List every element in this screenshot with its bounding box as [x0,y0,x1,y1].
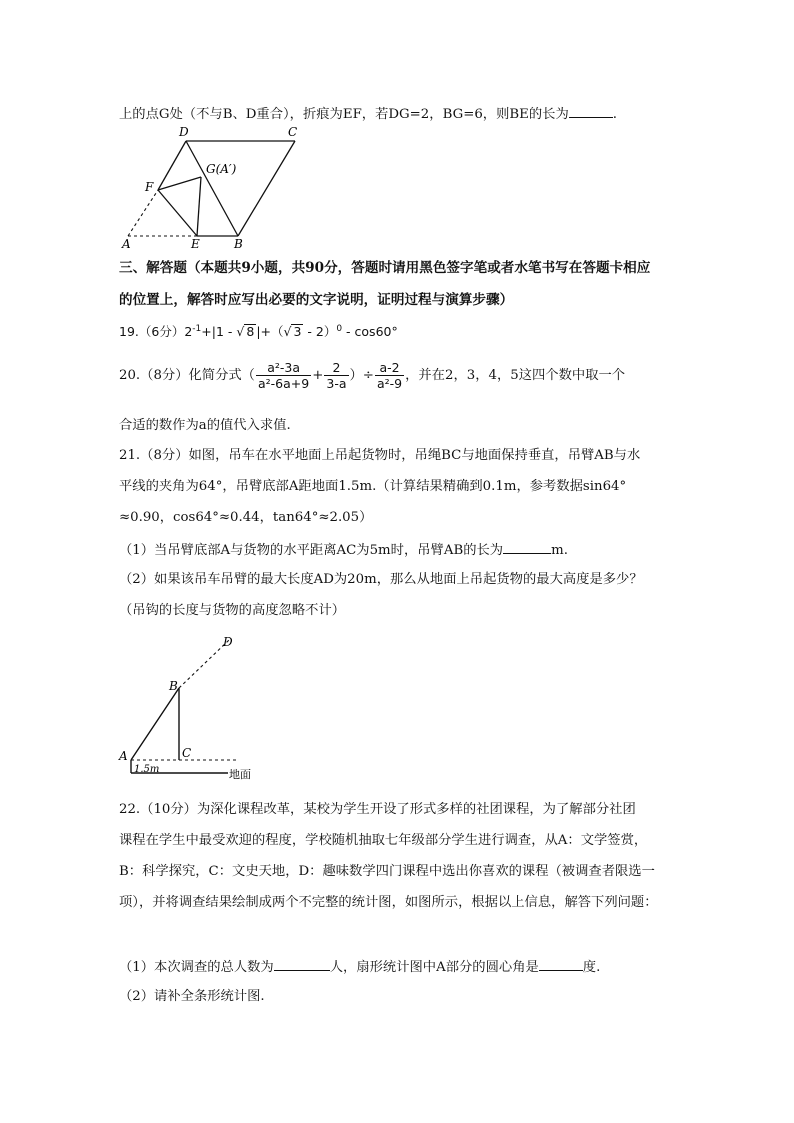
q19-mid3: - 2） [303,324,337,340]
figure-crane [116,630,266,782]
q19 [119,320,398,341]
q21-line1: 21.（8分）如图，吊车在水平地面上吊起货物时，吊绳BC与地面保持垂直，吊臂AB与水 [119,448,641,463]
label-B: B [169,679,178,693]
section3-heading-line2: 的位置上，解答时应写出必要的文字说明，证明过程与演算步骤） [119,292,514,308]
q22-line3: B：科学探究，C：文史天地，D：趣味数学四门课程中选出你喜欢的课程（被调查者限选一 [119,864,655,879]
q22-angle-blank[interactable] [539,957,583,971]
q20-div: ）÷ [349,368,374,383]
q21-sub2-note: （吊钩的长度与货物的高度忽略不计） [119,603,346,618]
q20-f3-den: a²-9 [376,376,403,391]
q18-end: . [612,107,618,122]
q22-sub1-text-b: 人，扇形统计图中A部分的圆心角是 [329,960,539,975]
q19-exp1: -1 [192,324,202,334]
q20-fraction1 [256,360,311,391]
q22-total-blank[interactable] [274,957,330,971]
q20-f2-num: 2 [324,360,348,376]
arm-AB [131,688,179,760]
q20-f1-den: a²-6a+9 [257,376,310,391]
q22-sub1-text-a: （1）本次调查的总人数为 [119,960,274,975]
q20-suffix: ，并在2，3，4，5这四个数中取一个 [405,368,626,383]
q19-suffix: - cos60° [342,324,398,340]
q18-text: 上的点G处（不与B、D重合），折痕为EF，若DG=2，BG=6，则BE的长为 [119,107,569,122]
q22-line2: 课程在学生中最受欢迎的程度，学校随机抽取七年级部分学生进行调查，从A：文学签赏， [119,833,648,848]
label-height: 1.5m [134,764,160,775]
q21-sub1 [119,540,568,560]
arm-extension-BD-dashed [179,640,229,688]
diagonal-DB [186,141,238,236]
q22-line1: 22.（10分）为深化课程改革，某校为学生开设了形式多样的社团课程，为了解部分社团 [119,802,636,817]
label-ground: 地面 [229,768,251,781]
label-F: F [145,180,154,194]
label-D: D [179,125,189,139]
q20-f1-num: a²-3a [256,360,311,376]
label-A: A [122,237,131,251]
label-B: B [234,237,243,251]
sqrt-sign: √ [236,324,245,340]
q21-sub2: （2）如果该吊车吊臂的最大长度AD为20m，那么从地面上吊起货物的最大高度是多少？ [119,572,643,587]
q22-line4: 项），并将调查结果绘制成两个不完整的统计图，如图所示，根据以上信息，解答下列问题： [119,895,658,910]
q20-plus: + [312,368,324,383]
label-C: C [288,125,298,139]
label-A: A [119,749,128,763]
q18-continuation-line [119,104,617,124]
sqrt-sign: √ [283,324,292,340]
q20 [119,358,625,394]
edge-AF-dashed [128,190,158,236]
q19-rad2: 3 [293,324,302,340]
q21-sub1-blank[interactable] [503,540,551,554]
q22-sub1-text-c: 度. [582,960,601,975]
figure-parallelogram [118,124,308,252]
q19-prefix: 19.（6分）2 [119,324,193,340]
label-C: C [182,746,192,760]
q21-line2: 平线的夹角为64°，吊臂底部A距地面1.5m.（计算结果精确到0.1m，参考数据sin64° [119,479,627,494]
q20-fraction2 [324,360,348,391]
q22-sub1 [119,957,600,977]
q20-line2: 合适的数作为a的值代入求值. [119,418,291,433]
label-D: D [223,635,233,649]
q20-prefix: 20.（8分）化简分式（ [119,368,255,383]
q21-sub1-text: （1）当吊臂底部A与货物的水平距离AC为5m时，吊臂AB的长为 [119,543,504,558]
q22-sub2: （2）请补全条形统计图. [119,989,265,1004]
fold-EF [158,190,197,236]
section3-heading-line1: 三、解答题（本题共9小题，共90分，答题时请用黑色签字笔或者水笔书写在答题卡相应 [119,260,651,276]
segment-GE [197,177,201,236]
q21-line3: ≈0.90，cos64°≈0.44，tan64°≈2.05） [119,510,373,525]
q19-exp2: 0 [336,324,343,334]
q20-f2-den: 3-a [326,376,347,391]
edge-CB [238,141,295,236]
q20-fraction3 [375,360,404,391]
q21-sub1-unit: m. [551,543,568,558]
label-G: G(A′) [206,162,237,176]
q19-rad1: 8 [246,324,255,340]
q19-mid1: +|1 - [201,324,237,340]
q19-mid2: |+（ [256,324,284,340]
label-E: E [191,237,200,251]
q20-f3-num: a-2 [375,360,404,376]
q18-answer-blank[interactable] [569,104,613,118]
